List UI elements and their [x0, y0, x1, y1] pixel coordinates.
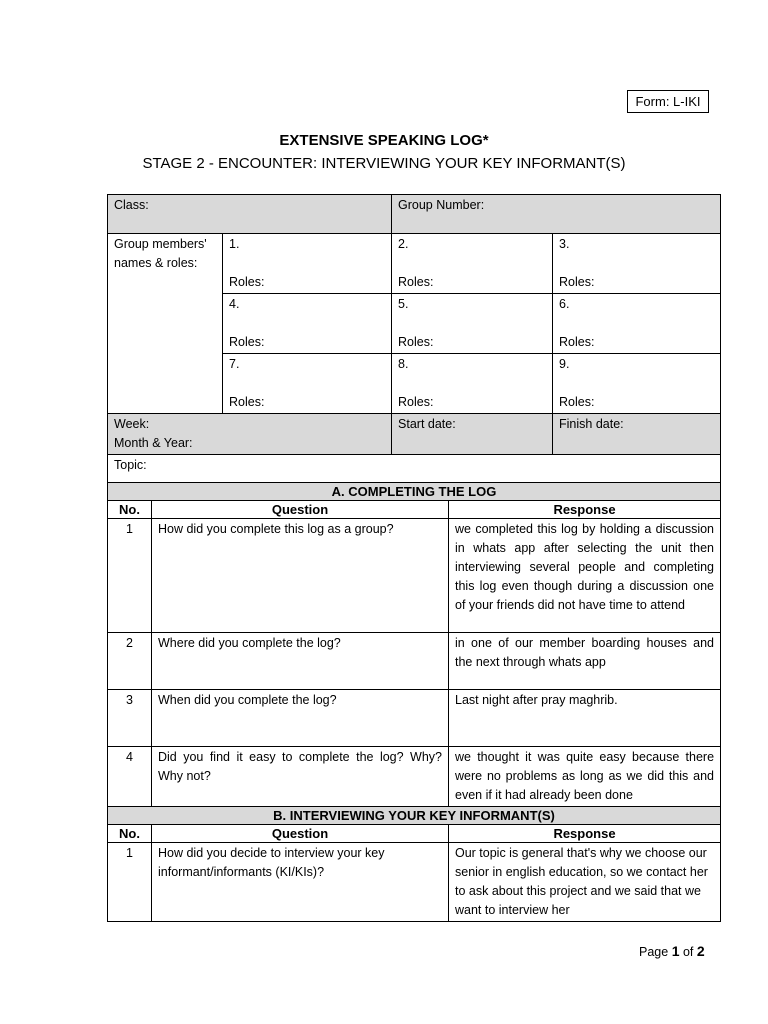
member-number: 3.: [559, 237, 570, 251]
roles-label: Roles:: [229, 335, 265, 349]
group-members-label: Group members' names & roles:: [114, 237, 207, 270]
roles-label: Roles:: [559, 395, 595, 409]
member-cell-8: [392, 354, 553, 414]
group-info-table: [107, 194, 721, 493]
question-cell: Where did you complete the log?: [152, 633, 449, 690]
class-cell: [108, 195, 392, 234]
member-number: 1.: [229, 237, 240, 251]
member-number: 7.: [229, 357, 240, 371]
member-number: 9.: [559, 357, 570, 371]
form-code: Form: L-IKI: [635, 94, 701, 109]
roles-label: Roles:: [398, 335, 434, 349]
finish-date-label: Finish date:: [559, 417, 624, 431]
page-number: 1: [671, 943, 680, 959]
row-number: 3: [108, 690, 152, 747]
member-number: 6.: [559, 297, 570, 311]
table-row: [108, 843, 721, 922]
col-question-header: Question: [152, 825, 449, 843]
member-number: 4.: [229, 297, 240, 311]
member-cell-1: [223, 234, 392, 294]
member-cell-3: [553, 234, 721, 294]
col-response-header: Response: [449, 825, 721, 843]
table-row: [108, 690, 721, 747]
section-b-heading: B. INTERVIEWING YOUR KEY INFORMANT(S): [108, 807, 721, 825]
response-cell: in one of our member boarding houses and the next through whats app: [449, 633, 721, 690]
row-number: 2: [108, 633, 152, 690]
group-number-label: Group Number:: [398, 198, 485, 212]
question-cell: Did you find it easy to complete the log? Why? Why not?: [152, 747, 449, 807]
table-row: [108, 519, 721, 633]
roles-label: Roles:: [398, 395, 434, 409]
document-subtitle: STAGE 2 - ENCOUNTER: INTERVIEWING YOUR KEY INFORMANT(S): [142, 155, 626, 172]
class-label: Class:: [114, 198, 149, 212]
member-cell-6: [553, 294, 721, 354]
response-cell: Our topic is general that's why we choose our senior in english education, so we contact her to ask about this project and we said that we want to interview her: [449, 843, 721, 922]
week-cell: [108, 414, 392, 455]
start-date-cell: [392, 414, 553, 455]
member-number: 8.: [398, 357, 409, 371]
row-number: 1: [108, 843, 152, 922]
table-row: [108, 633, 721, 690]
member-cell-2: [392, 234, 553, 294]
member-cell-4: [223, 294, 392, 354]
col-no-header: No.: [108, 825, 152, 843]
group-number-cell: [392, 195, 721, 234]
of-word: of: [682, 945, 694, 959]
log-questions-table: [107, 482, 721, 922]
member-number: 2.: [398, 237, 409, 251]
roles-label: Roles:: [229, 395, 265, 409]
table-row: [108, 747, 721, 807]
section-a-heading: A. COMPLETING THE LOG: [108, 483, 721, 501]
start-date-label: Start date:: [398, 417, 456, 431]
topic-label: Topic:: [114, 458, 147, 472]
roles-label: Roles:: [229, 275, 265, 289]
question-cell: How did you complete this log as a group?: [152, 519, 449, 633]
page-word: Page: [639, 945, 669, 959]
finish-date-cell: [553, 414, 721, 455]
col-no-header: No.: [108, 501, 152, 519]
col-question-header: Question: [152, 501, 449, 519]
form-code-box: [627, 90, 709, 113]
member-cell-9: [553, 354, 721, 414]
page-indicator: [639, 943, 705, 959]
page-total: 2: [696, 943, 705, 959]
roles-label: Roles:: [398, 275, 434, 289]
row-number: 1: [108, 519, 152, 633]
group-members-label-cell: [108, 234, 223, 414]
week-label: Week:: [114, 417, 150, 431]
response-cell: we completed this log by holding a discussion in whats app after selecting the unit then interviewing several people and completing this log even though during a discussion one of your friends did not have time to attend: [449, 519, 721, 633]
question-cell: How did you decide to interview your key informant/informants (KI/KIs)?: [152, 843, 449, 922]
member-cell-7: [223, 354, 392, 414]
response-cell: Last night after pray maghrib.: [449, 690, 721, 747]
question-cell: When did you complete the log?: [152, 690, 449, 747]
row-number: 4: [108, 747, 152, 807]
member-cell-5: [392, 294, 553, 354]
roles-label: Roles:: [559, 335, 595, 349]
col-response-header: Response: [449, 501, 721, 519]
member-number: 5.: [398, 297, 409, 311]
response-cell: we thought it was quite easy because there were no problems as long as we did this and even if it had already been done: [449, 747, 721, 807]
document-title: EXTENSIVE SPEAKING LOG*: [279, 132, 489, 149]
roles-label: Roles:: [559, 275, 595, 289]
month-year-label: Month & Year:: [114, 436, 193, 450]
